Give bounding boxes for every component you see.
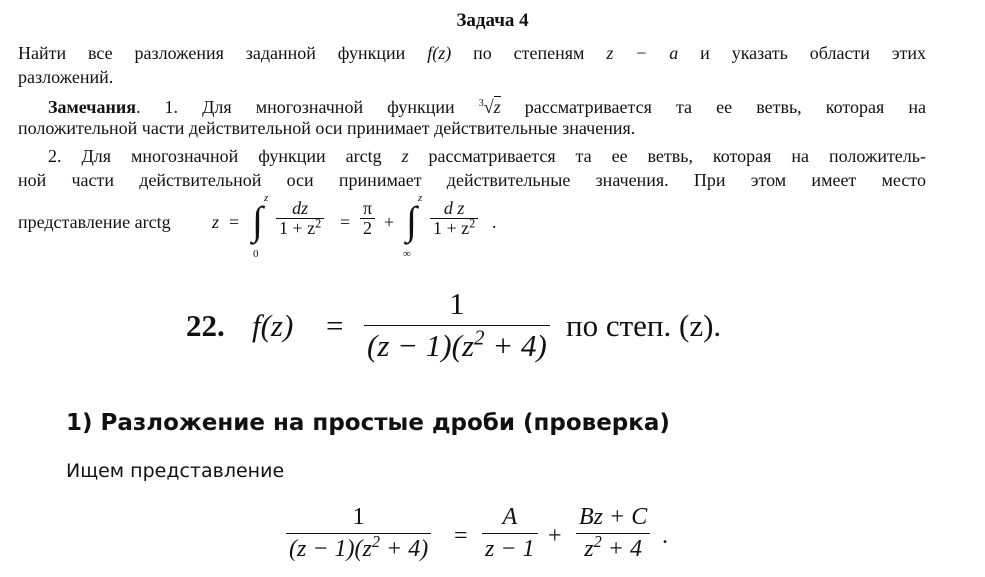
int2-upper-limit: z xyxy=(418,192,423,204)
repr-plus: + xyxy=(384,212,395,232)
root-index: 3 xyxy=(478,98,484,109)
root-arg: z xyxy=(493,97,501,117)
task-statement-line1 xyxy=(18,41,926,65)
repr-var: z xyxy=(212,212,220,232)
problem-denominator xyxy=(364,324,550,363)
section-heading: 1) Разложение на простые дроби (проверка) xyxy=(66,410,670,436)
remark1-line2: положительной части действительной оси принимает действительные значения. xyxy=(18,118,636,138)
integral-icon: ∫ xyxy=(252,198,263,243)
int2-denominator xyxy=(430,216,478,238)
radical-icon: √ xyxy=(483,97,494,117)
repr-end: . xyxy=(492,212,497,232)
a-denominator: z − 1 xyxy=(485,536,535,563)
intro-text: Ищем представление xyxy=(66,460,285,482)
statement-prefix: Найти все разложения заданной функции xyxy=(18,43,406,63)
fraction-bar xyxy=(286,533,431,534)
repr-eq: = xyxy=(229,212,240,232)
remark1-line1 xyxy=(48,92,926,119)
b-fraction xyxy=(576,505,650,562)
problem-eq: = xyxy=(326,308,344,343)
remark2-var: z xyxy=(401,146,409,166)
decomp-end: . xyxy=(662,523,668,549)
task-statement-line2: разложений. xyxy=(18,67,114,87)
lhs-fraction xyxy=(286,505,431,562)
int2-lower-limit: ∞ xyxy=(403,248,411,260)
pi-numerator: π xyxy=(363,198,373,218)
int1-den-exp: 2 xyxy=(315,216,322,231)
remark2-line2: ной части действительной оси принимает действительные значения. При этом имеет место xyxy=(18,170,926,190)
int1-lower-limit: 0 xyxy=(253,248,259,260)
b-den-exp: 2 xyxy=(593,532,602,552)
int2-den-exp: 2 xyxy=(469,216,476,231)
statement-suffix: и указать области этих xyxy=(700,43,927,63)
int1-upper-limit: z xyxy=(264,192,269,204)
problem-function: f(z) xyxy=(252,308,294,343)
problem-number: 22. xyxy=(186,308,225,343)
lhs-den-part2: + 4) xyxy=(380,536,429,563)
remark1-number: . 1. Для многозначной функции xyxy=(135,97,455,117)
lhs-den-exp: 2 xyxy=(371,532,381,552)
problem-tail: по степ. (z). xyxy=(566,308,722,343)
problem-numerator: 1 xyxy=(449,286,465,321)
int2-numerator: d z xyxy=(443,198,465,218)
partial-fraction-equation xyxy=(286,505,706,571)
task-title: Задача 4 xyxy=(456,10,529,31)
int2-den-base: 1 + z xyxy=(433,217,470,238)
a-fraction xyxy=(482,505,538,562)
den-part1: (z − 1)(z xyxy=(367,327,475,363)
decomp-plus: + xyxy=(548,523,562,549)
pi-denominator: 2 xyxy=(363,217,373,238)
statement-mid: по степеням xyxy=(473,43,585,63)
lhs-denominator xyxy=(286,532,431,563)
remark2-suffix: рассматривается та ее ветвь, которая на положитель- xyxy=(428,146,926,166)
den-exp: 2 xyxy=(474,324,485,349)
int1-fraction xyxy=(276,199,324,238)
b-den-tail: + 4 xyxy=(601,536,642,563)
b-numerator: Bz + C xyxy=(579,504,648,530)
b-den-base: z xyxy=(584,536,594,563)
int1-den-base: 1 + z xyxy=(279,217,316,238)
problem-22 xyxy=(186,288,806,368)
b-denominator xyxy=(581,532,645,563)
remark1-text: рассматривается та ее ветвь, которая на xyxy=(524,97,927,117)
den-part2: + 4) xyxy=(484,327,547,363)
decomp-eq: = xyxy=(454,523,468,549)
remark-label: Замечания xyxy=(48,97,136,117)
fraction-bar xyxy=(576,533,650,534)
a-numerator: A xyxy=(502,504,518,530)
repr-eq2: = xyxy=(340,212,351,232)
remark2-prefix: 2. Для многозначной функции arctg xyxy=(48,146,382,166)
statement-power: z − a xyxy=(606,43,679,63)
arctg-representation xyxy=(18,193,538,263)
fraction-bar xyxy=(482,533,538,534)
lhs-numerator: 1 xyxy=(352,504,365,530)
int1-denominator xyxy=(276,216,324,238)
remark2-line1 xyxy=(48,144,926,168)
problem-fraction xyxy=(364,288,550,362)
fraction-bar xyxy=(364,325,550,326)
cube-root xyxy=(479,97,501,117)
integral-icon: ∫ xyxy=(406,198,417,243)
int1-numerator: dz xyxy=(292,198,309,218)
statement-function: f(z) xyxy=(427,43,452,63)
repr-prefix: представление arctg xyxy=(18,212,171,232)
pi-fraction xyxy=(360,199,375,238)
int2-fraction xyxy=(430,199,478,238)
lhs-den-part1: (z − 1)(z xyxy=(289,536,372,563)
